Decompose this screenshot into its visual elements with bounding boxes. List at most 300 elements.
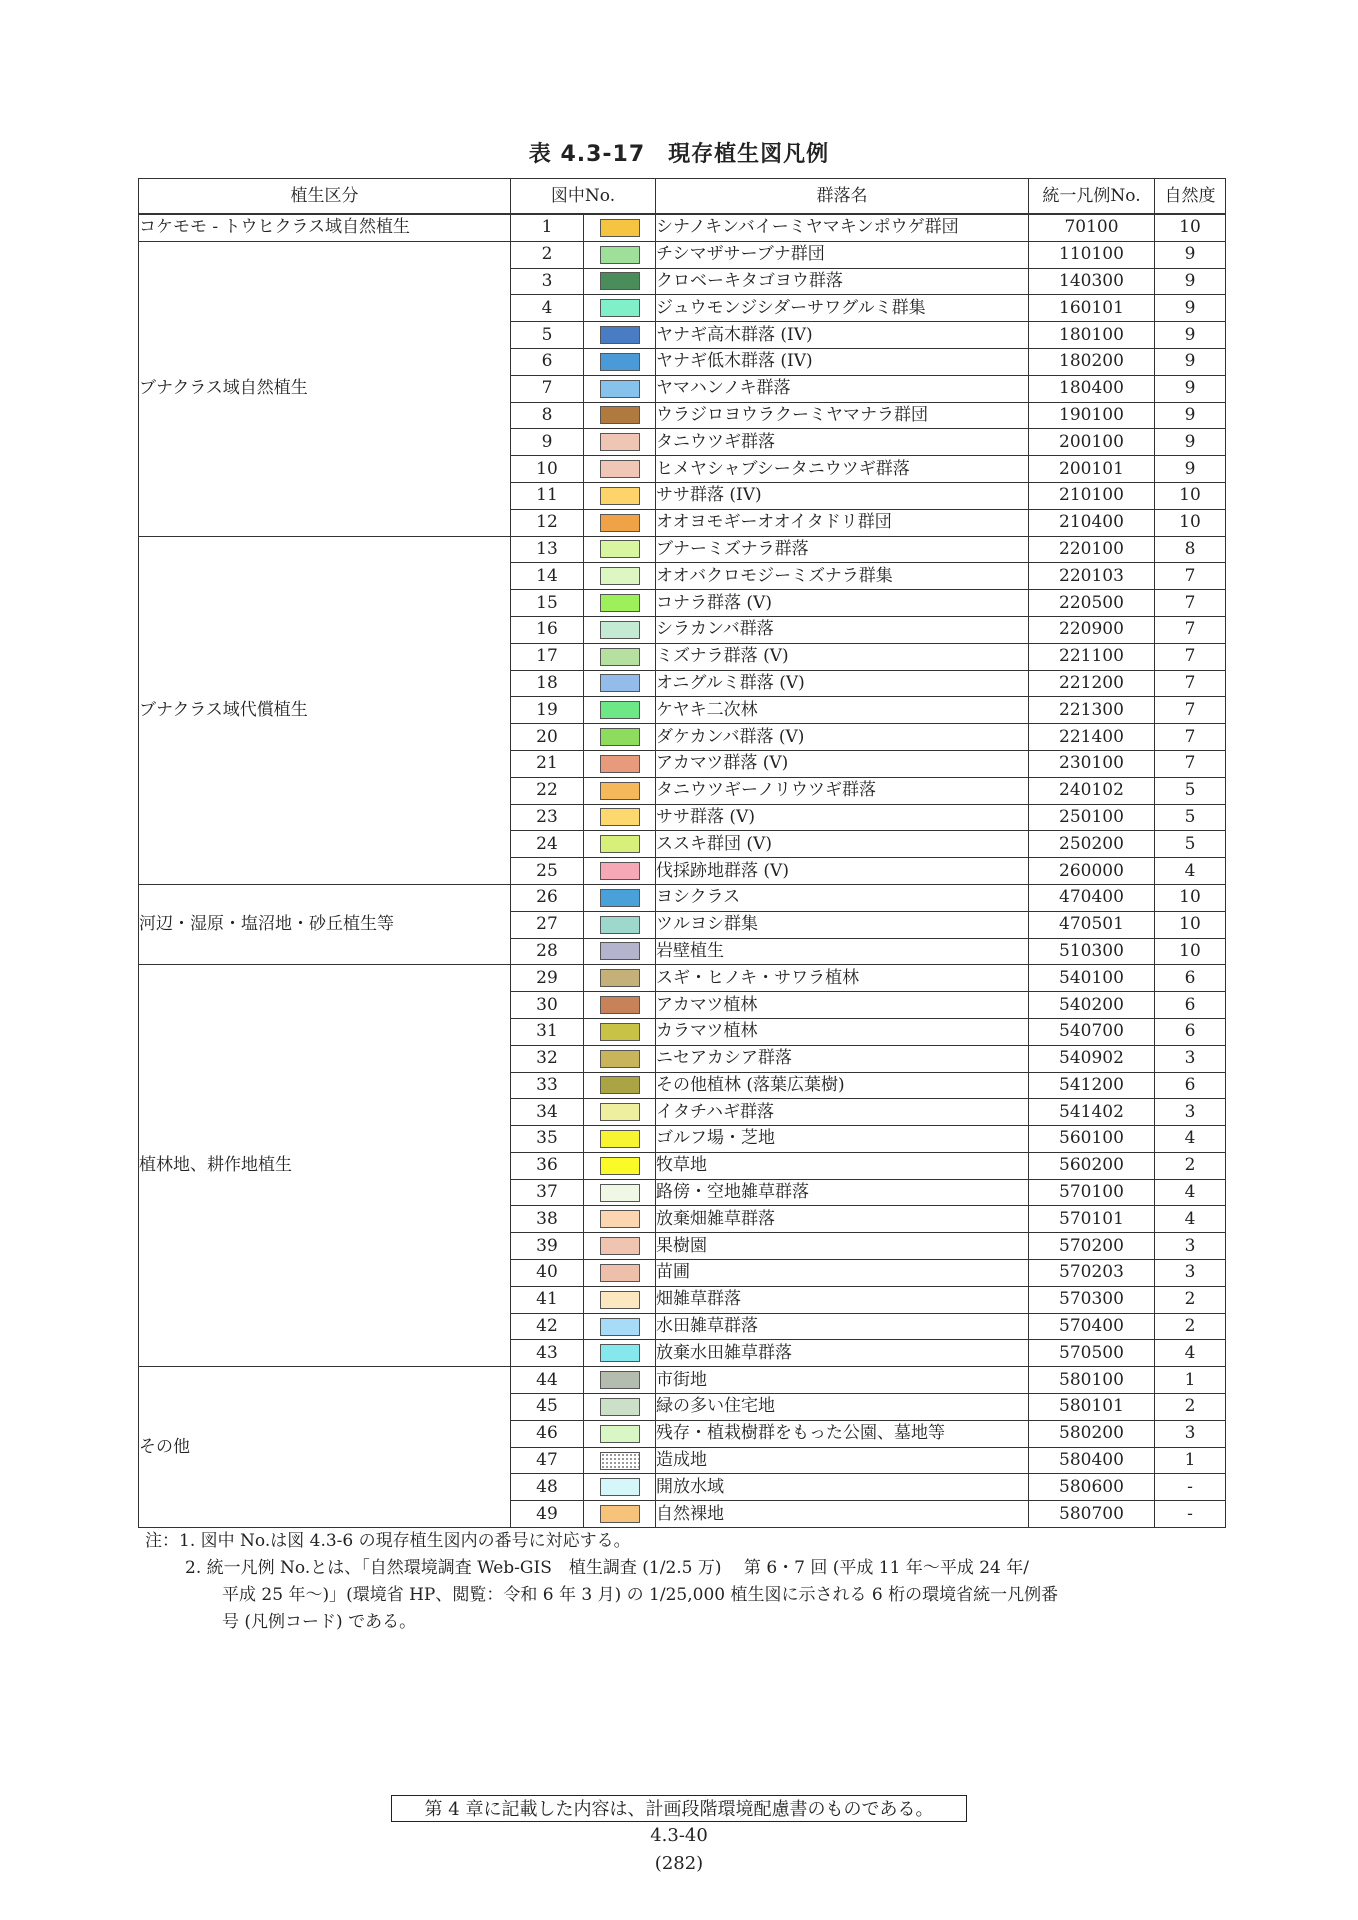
color-swatch — [600, 1371, 640, 1389]
swatch-cell — [584, 536, 656, 563]
category-cell: その他 — [139, 1367, 511, 1528]
number-cell: 33 — [511, 1072, 584, 1099]
community-name-cell: 果樹園 — [656, 1233, 1029, 1260]
naturalness-cell: 5 — [1155, 831, 1226, 858]
code-cell: 221300 — [1029, 697, 1155, 724]
swatch-cell — [584, 456, 656, 483]
swatch-cell — [584, 724, 656, 751]
naturalness-cell: 6 — [1155, 992, 1226, 1019]
notes — [145, 1528, 1225, 1636]
number-cell: 27 — [511, 911, 584, 938]
swatch-cell — [584, 858, 656, 885]
code-cell: 570400 — [1029, 1313, 1155, 1340]
swatch-cell — [584, 241, 656, 268]
community-name-cell: クロベーキタゴヨウ群落 — [656, 268, 1029, 295]
legend-table — [138, 178, 1226, 1528]
community-name-cell: ツルヨシ群集 — [656, 911, 1029, 938]
community-name-cell: ケヤキ二次林 — [656, 697, 1029, 724]
number-cell: 45 — [511, 1394, 584, 1421]
community-name-cell: カラマツ植林 — [656, 1018, 1029, 1045]
swatch-cell — [584, 295, 656, 322]
number-cell: 8 — [511, 402, 584, 429]
color-swatch — [600, 916, 640, 934]
code-cell: 540100 — [1029, 965, 1155, 992]
swatch-cell — [584, 965, 656, 992]
community-name-cell: コナラ群落 (V) — [656, 590, 1029, 617]
category-cell: 河辺・湿原・塩沼地・砂丘植生等 — [139, 884, 511, 964]
naturalness-cell: 1 — [1155, 1367, 1226, 1394]
code-cell: 221100 — [1029, 643, 1155, 670]
color-swatch — [600, 621, 640, 639]
code-cell: 510300 — [1029, 938, 1155, 965]
code-cell: 200100 — [1029, 429, 1155, 456]
number-cell: 10 — [511, 456, 584, 483]
code-cell: 220100 — [1029, 536, 1155, 563]
swatch-cell — [584, 831, 656, 858]
naturalness-cell: 7 — [1155, 590, 1226, 617]
community-name-cell: タニウツギーノリウツギ群落 — [656, 777, 1029, 804]
code-cell: 220103 — [1029, 563, 1155, 590]
color-swatch — [600, 246, 640, 264]
number-cell: 48 — [511, 1474, 584, 1501]
number-cell: 23 — [511, 804, 584, 831]
color-swatch — [600, 889, 640, 907]
naturalness-cell: 4 — [1155, 858, 1226, 885]
swatch-cell — [584, 911, 656, 938]
color-swatch — [600, 1237, 640, 1255]
number-cell: 47 — [511, 1447, 584, 1474]
number-cell: 22 — [511, 777, 584, 804]
naturalness-cell: 5 — [1155, 777, 1226, 804]
naturalness-cell: 9 — [1155, 375, 1226, 402]
code-cell: 540700 — [1029, 1018, 1155, 1045]
number-cell: 39 — [511, 1233, 584, 1260]
naturalness-cell: 7 — [1155, 750, 1226, 777]
community-name-cell: 造成地 — [656, 1447, 1029, 1474]
code-cell: 210100 — [1029, 482, 1155, 509]
swatch-cell — [584, 402, 656, 429]
swatch-cell — [584, 670, 656, 697]
swatch-cell — [584, 1474, 656, 1501]
naturalness-cell: 4 — [1155, 1179, 1226, 1206]
swatch-cell — [584, 509, 656, 536]
code-cell: 180200 — [1029, 348, 1155, 375]
footer-notice: 第 4 章に記載した内容は、計画段階環境配慮書のものである。 — [391, 1795, 967, 1822]
color-swatch — [600, 594, 640, 612]
code-cell: 580400 — [1029, 1447, 1155, 1474]
community-name-cell: チシマザサーブナ群団 — [656, 241, 1029, 268]
naturalness-cell: 4 — [1155, 1206, 1226, 1233]
naturalness-cell: 9 — [1155, 322, 1226, 349]
color-swatch — [600, 969, 640, 987]
code-cell: 70100 — [1029, 214, 1155, 241]
swatch-cell — [584, 1367, 656, 1394]
naturalness-cell: 7 — [1155, 724, 1226, 751]
community-name-cell: 自然裸地 — [656, 1501, 1029, 1528]
number-cell: 35 — [511, 1126, 584, 1153]
note-2-line-1: 2. 統一凡例 No.とは、「自然環境調査 Web-GIS 植生調査 (1/2.5 万) 第 6・7 回 (平成 11 年～平成 24 年/ — [185, 1558, 1029, 1578]
code-cell: 580100 — [1029, 1367, 1155, 1394]
header-row — [139, 179, 1226, 215]
color-swatch — [600, 701, 640, 719]
number-cell: 5 — [511, 322, 584, 349]
community-name-cell: 苗圃 — [656, 1260, 1029, 1287]
number-cell: 20 — [511, 724, 584, 751]
number-cell: 19 — [511, 697, 584, 724]
code-cell: 190100 — [1029, 402, 1155, 429]
naturalness-cell: 5 — [1155, 804, 1226, 831]
community-name-cell: ヒメヤシャブシータニウツギ群落 — [656, 456, 1029, 483]
swatch-cell — [584, 1152, 656, 1179]
community-name-cell: 市街地 — [656, 1367, 1029, 1394]
color-swatch — [600, 862, 640, 880]
code-cell: 180400 — [1029, 375, 1155, 402]
community-name-cell: ブナーミズナラ群落 — [656, 536, 1029, 563]
swatch-cell — [584, 1260, 656, 1287]
code-cell: 540902 — [1029, 1045, 1155, 1072]
table-title: 表 4.3-17 現存植生図凡例 — [528, 142, 830, 167]
community-name-cell: 残存・植栽樹群をもった公園、墓地等 — [656, 1420, 1029, 1447]
community-name-cell: 放棄畑雑草群落 — [656, 1206, 1029, 1233]
code-cell: 470400 — [1029, 884, 1155, 911]
naturalness-cell: 2 — [1155, 1152, 1226, 1179]
code-cell: 220500 — [1029, 590, 1155, 617]
number-cell: 24 — [511, 831, 584, 858]
number-cell: 29 — [511, 965, 584, 992]
swatch-cell — [584, 1072, 656, 1099]
code-cell: 230100 — [1029, 750, 1155, 777]
category-cell: コケモモ - トウヒクラス域自然植生 — [139, 214, 511, 241]
community-name-cell: ミズナラ群落 (V) — [656, 643, 1029, 670]
table-row — [139, 214, 1226, 241]
color-swatch — [600, 326, 640, 344]
color-swatch — [600, 1103, 640, 1121]
community-name-cell: ゴルフ場・芝地 — [656, 1126, 1029, 1153]
number-cell: 16 — [511, 616, 584, 643]
naturalness-cell: 7 — [1155, 643, 1226, 670]
color-swatch — [600, 755, 640, 773]
community-name-cell: その他植林 (落葉広葉樹) — [656, 1072, 1029, 1099]
naturalness-cell: 10 — [1155, 482, 1226, 509]
color-swatch — [600, 1076, 640, 1094]
swatch-cell — [584, 1447, 656, 1474]
number-cell: 4 — [511, 295, 584, 322]
color-swatch — [600, 1505, 640, 1523]
code-cell: 560100 — [1029, 1126, 1155, 1153]
naturalness-cell: 7 — [1155, 670, 1226, 697]
number-cell: 49 — [511, 1501, 584, 1528]
code-cell: 470501 — [1029, 911, 1155, 938]
naturalness-cell: 10 — [1155, 884, 1226, 911]
code-cell: 570500 — [1029, 1340, 1155, 1367]
number-cell: 1 — [511, 214, 584, 241]
color-swatch — [600, 1130, 640, 1148]
swatch-cell — [584, 1340, 656, 1367]
note-2-line-2: 平成 25 年～)」(環境省 HP、閲覧：令和 6 年 3 月) の 1/25,000 植生図に示される 6 桁の環境省統一凡例番 — [222, 1585, 1059, 1605]
table-row — [139, 884, 1226, 911]
naturalness-cell: 4 — [1155, 1126, 1226, 1153]
community-name-cell: 路傍・空地雑草群落 — [656, 1179, 1029, 1206]
color-swatch — [600, 1344, 640, 1362]
number-cell: 9 — [511, 429, 584, 456]
swatch-cell — [584, 322, 656, 349]
color-swatch — [600, 540, 640, 558]
community-name-cell: ウラジロヨウラクーミヤマナラ群団 — [656, 402, 1029, 429]
color-swatch — [600, 1478, 640, 1496]
color-swatch — [600, 1023, 640, 1041]
naturalness-cell: 10 — [1155, 214, 1226, 241]
community-name-cell: 牧草地 — [656, 1152, 1029, 1179]
naturalness-cell: 7 — [1155, 616, 1226, 643]
swatch-cell — [584, 1233, 656, 1260]
code-cell: 140300 — [1029, 268, 1155, 295]
naturalness-cell: 10 — [1155, 509, 1226, 536]
color-swatch — [600, 1210, 640, 1228]
naturalness-cell: 9 — [1155, 295, 1226, 322]
code-cell: 180100 — [1029, 322, 1155, 349]
community-name-cell: ヨシクラス — [656, 884, 1029, 911]
naturalness-cell: 2 — [1155, 1313, 1226, 1340]
number-cell: 25 — [511, 858, 584, 885]
naturalness-cell: 3 — [1155, 1233, 1226, 1260]
header-naturalness: 自然度 — [1155, 179, 1226, 215]
naturalness-cell: 3 — [1155, 1420, 1226, 1447]
code-cell: 580101 — [1029, 1394, 1155, 1421]
number-cell: 11 — [511, 482, 584, 509]
code-cell: 540200 — [1029, 992, 1155, 1019]
swatch-cell — [584, 1099, 656, 1126]
number-cell: 17 — [511, 643, 584, 670]
swatch-cell — [584, 643, 656, 670]
swatch-cell — [584, 375, 656, 402]
number-cell: 21 — [511, 750, 584, 777]
color-swatch — [600, 728, 640, 746]
community-name-cell: タニウツギ群落 — [656, 429, 1029, 456]
category-cell: ブナクラス域自然植生 — [139, 241, 511, 536]
naturalness-cell: 6 — [1155, 1018, 1226, 1045]
code-cell: 220900 — [1029, 616, 1155, 643]
community-name-cell: 岩壁植生 — [656, 938, 1029, 965]
naturalness-cell: 9 — [1155, 456, 1226, 483]
number-cell: 18 — [511, 670, 584, 697]
number-cell: 6 — [511, 348, 584, 375]
code-cell: 541402 — [1029, 1099, 1155, 1126]
table-row — [139, 1367, 1226, 1394]
community-name-cell: イタチハギ群落 — [656, 1099, 1029, 1126]
note-1: 注：1. 図中 No.は図 4.3-6 の現存植生図内の番号に対応する。 — [145, 1531, 631, 1551]
code-cell: 580600 — [1029, 1474, 1155, 1501]
swatch-cell — [584, 1313, 656, 1340]
naturalness-cell: 6 — [1155, 965, 1226, 992]
color-swatch — [600, 808, 640, 826]
number-cell: 41 — [511, 1286, 584, 1313]
swatch-cell — [584, 1179, 656, 1206]
color-swatch — [600, 219, 640, 237]
number-cell: 44 — [511, 1367, 584, 1394]
naturalness-cell: - — [1155, 1501, 1226, 1528]
color-swatch — [600, 1291, 640, 1309]
number-cell: 38 — [511, 1206, 584, 1233]
code-cell: 110100 — [1029, 241, 1155, 268]
number-cell: 40 — [511, 1260, 584, 1287]
naturalness-cell: 10 — [1155, 911, 1226, 938]
community-name-cell: スギ・ヒノキ・サワラ植林 — [656, 965, 1029, 992]
swatch-cell — [584, 1045, 656, 1072]
header-community: 群落名 — [656, 179, 1029, 215]
swatch-cell — [584, 563, 656, 590]
color-swatch — [600, 406, 640, 424]
table-row — [139, 965, 1226, 992]
community-name-cell: 開放水域 — [656, 1474, 1029, 1501]
community-name-cell: ダケカンバ群落 (V) — [656, 724, 1029, 751]
community-name-cell: オオバクロモジーミズナラ群集 — [656, 563, 1029, 590]
swatch-cell — [584, 214, 656, 241]
color-swatch — [600, 942, 640, 960]
number-cell: 30 — [511, 992, 584, 1019]
number-cell: 34 — [511, 1099, 584, 1126]
swatch-cell — [584, 804, 656, 831]
swatch-cell — [584, 884, 656, 911]
color-swatch — [600, 1425, 640, 1443]
color-swatch — [600, 674, 640, 692]
number-cell: 13 — [511, 536, 584, 563]
color-swatch — [600, 380, 640, 398]
naturalness-cell: 9 — [1155, 402, 1226, 429]
header-category: 植生区分 — [139, 179, 511, 215]
naturalness-cell: 9 — [1155, 268, 1226, 295]
number-cell: 36 — [511, 1152, 584, 1179]
color-swatch — [600, 514, 640, 532]
header-number: 図中No. — [511, 179, 656, 215]
swatch-cell — [584, 482, 656, 509]
community-name-cell: シナノキンバイーミヤマキンポウゲ群団 — [656, 214, 1029, 241]
table-row — [139, 241, 1226, 268]
color-swatch — [600, 1452, 640, 1470]
number-cell: 3 — [511, 268, 584, 295]
community-name-cell: ヤマハンノキ群落 — [656, 375, 1029, 402]
naturalness-cell: 9 — [1155, 429, 1226, 456]
code-cell: 221400 — [1029, 724, 1155, 751]
community-name-cell: シラカンバ群落 — [656, 616, 1029, 643]
table-row — [139, 536, 1226, 563]
category-cell: 植林地、耕作地植生 — [139, 965, 511, 1367]
number-cell: 12 — [511, 509, 584, 536]
community-name-cell: アカマツ植林 — [656, 992, 1029, 1019]
color-swatch — [600, 1184, 640, 1202]
swatch-cell — [584, 268, 656, 295]
color-swatch — [600, 996, 640, 1014]
number-cell: 46 — [511, 1420, 584, 1447]
swatch-cell — [584, 697, 656, 724]
community-name-cell: ススキ群団 (V) — [656, 831, 1029, 858]
community-name-cell: ヤナギ低木群落 (IV) — [656, 348, 1029, 375]
number-cell: 28 — [511, 938, 584, 965]
code-cell: 570300 — [1029, 1286, 1155, 1313]
number-cell: 2 — [511, 241, 584, 268]
swatch-cell — [584, 1206, 656, 1233]
community-name-cell: ニセアカシア群落 — [656, 1045, 1029, 1072]
community-name-cell: 緑の多い住宅地 — [656, 1394, 1029, 1421]
naturalness-cell: 2 — [1155, 1394, 1226, 1421]
swatch-cell — [584, 616, 656, 643]
code-cell: 160101 — [1029, 295, 1155, 322]
code-cell: 250200 — [1029, 831, 1155, 858]
color-swatch — [600, 487, 640, 505]
naturalness-cell: 3 — [1155, 1045, 1226, 1072]
naturalness-cell: 6 — [1155, 1072, 1226, 1099]
swatch-cell — [584, 992, 656, 1019]
number-cell: 31 — [511, 1018, 584, 1045]
swatch-cell — [584, 1394, 656, 1421]
code-cell: 541200 — [1029, 1072, 1155, 1099]
color-swatch — [600, 835, 640, 853]
community-name-cell: ジュウモンジシダーサワグルミ群集 — [656, 295, 1029, 322]
color-swatch — [600, 1050, 640, 1068]
color-swatch — [600, 299, 640, 317]
community-name-cell: 畑雑草群落 — [656, 1286, 1029, 1313]
naturalness-cell: 7 — [1155, 697, 1226, 724]
page-total: (282) — [654, 1853, 704, 1874]
code-cell: 560200 — [1029, 1152, 1155, 1179]
community-name-cell: 伐採跡地群落 (V) — [656, 858, 1029, 885]
category-cell: ブナクラス域代償植生 — [139, 536, 511, 884]
number-cell: 43 — [511, 1340, 584, 1367]
number-cell: 42 — [511, 1313, 584, 1340]
community-name-cell: ヤナギ高木群落 (IV) — [656, 322, 1029, 349]
code-cell: 580200 — [1029, 1420, 1155, 1447]
naturalness-cell: 4 — [1155, 1340, 1226, 1367]
code-cell: 250100 — [1029, 804, 1155, 831]
note-2-line-3: 号 (凡例コード) である。 — [222, 1612, 417, 1632]
swatch-cell — [584, 777, 656, 804]
number-cell: 37 — [511, 1179, 584, 1206]
community-name-cell: 放棄水田雑草群落 — [656, 1340, 1029, 1367]
community-name-cell: オニグルミ群落 (V) — [656, 670, 1029, 697]
swatch-cell — [584, 1018, 656, 1045]
code-cell: 570203 — [1029, 1260, 1155, 1287]
color-swatch — [600, 1318, 640, 1336]
swatch-cell — [584, 1126, 656, 1153]
swatch-cell — [584, 1420, 656, 1447]
number-cell: 26 — [511, 884, 584, 911]
naturalness-cell: 10 — [1155, 938, 1226, 965]
naturalness-cell: 7 — [1155, 563, 1226, 590]
code-cell: 200101 — [1029, 456, 1155, 483]
header-code: 統一凡例No. — [1029, 179, 1155, 215]
swatch-cell — [584, 429, 656, 456]
naturalness-cell: 9 — [1155, 241, 1226, 268]
color-swatch — [600, 460, 640, 478]
color-swatch — [600, 648, 640, 666]
code-cell: 570101 — [1029, 1206, 1155, 1233]
naturalness-cell: 3 — [1155, 1260, 1226, 1287]
community-name-cell: 水田雑草群落 — [656, 1313, 1029, 1340]
color-swatch — [600, 1398, 640, 1416]
swatch-cell — [584, 938, 656, 965]
page-number: 4.3-40 — [650, 1825, 708, 1846]
number-cell: 32 — [511, 1045, 584, 1072]
naturalness-cell: - — [1155, 1474, 1226, 1501]
swatch-cell — [584, 1286, 656, 1313]
code-cell: 570100 — [1029, 1179, 1155, 1206]
code-cell: 240102 — [1029, 777, 1155, 804]
swatch-cell — [584, 348, 656, 375]
community-name-cell: アカマツ群落 (V) — [656, 750, 1029, 777]
code-cell: 580700 — [1029, 1501, 1155, 1528]
number-cell: 14 — [511, 563, 584, 590]
naturalness-cell: 8 — [1155, 536, 1226, 563]
color-swatch — [600, 272, 640, 290]
